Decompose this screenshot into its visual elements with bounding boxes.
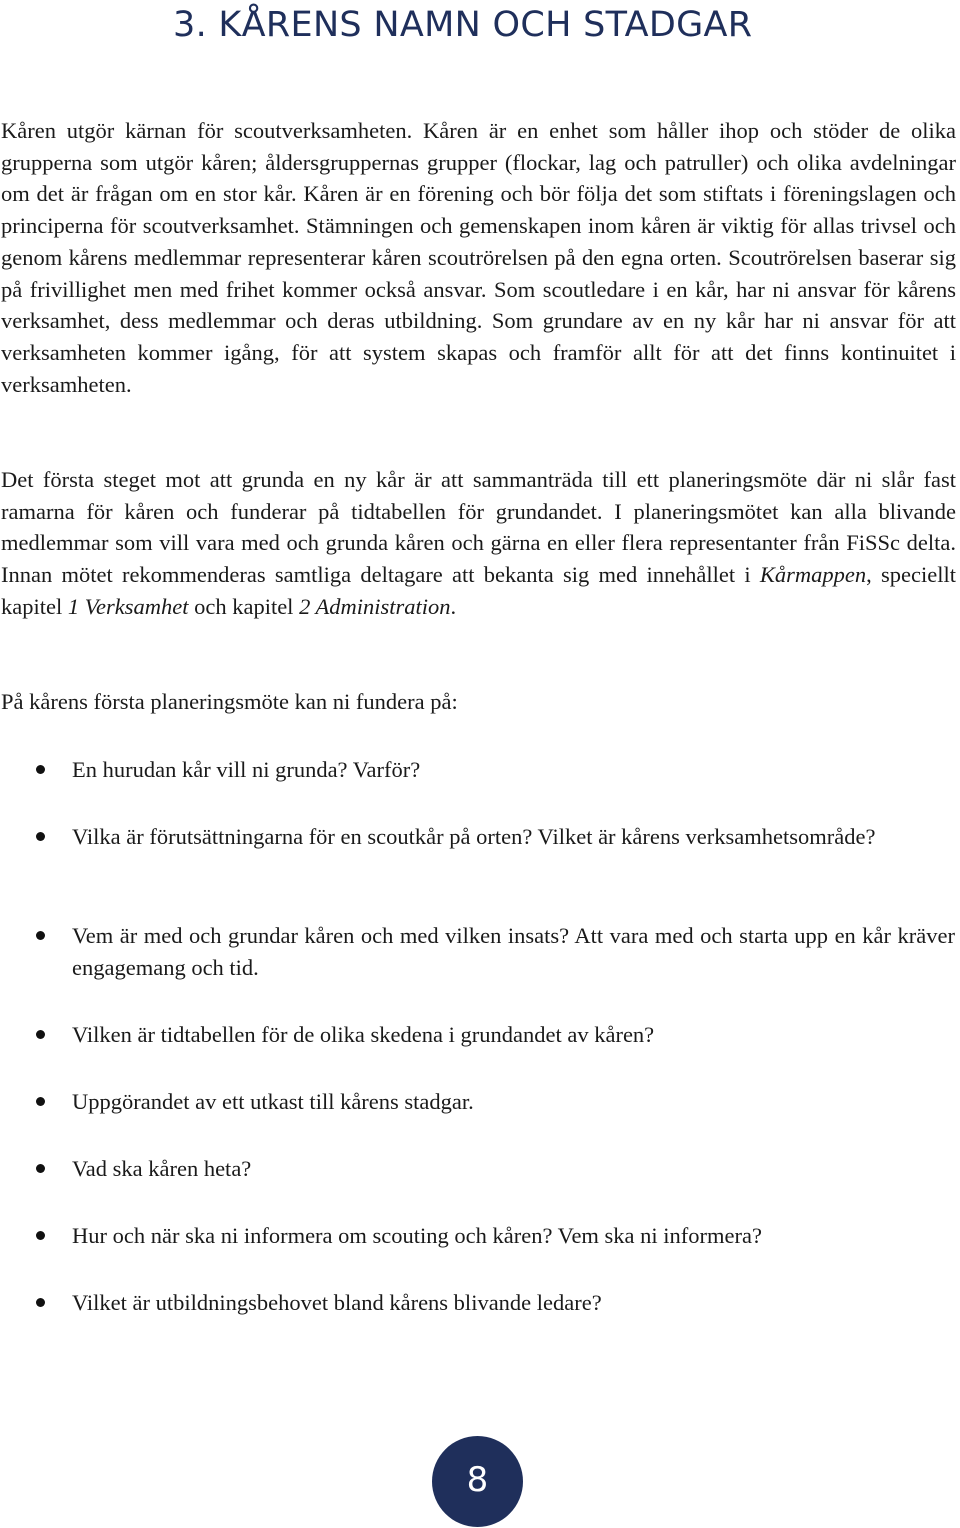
- paragraph-intro: Kåren utgör kärnan för scoutverksamheten. Kåren är en enhet som håller ihop och stöder de olika grupperna som utgör kåren; åldersgruppernas grupper (flockar, lag och patruller) och olika avdelningar om det är frågan om en stor kår. Kåren är en förening och bör följa det som stiftats i föreningslagen och principerna för scoutverksamhet. Stämningen och gemenskapen inom kåren är viktig för allas trivsel och genom kårens medlemmar representerar kåren scoutrörelsen på den egna orten. Scoutrörelsen baserar sig på frivillighet men med frihet kommer också ansvar. Som scoutledare i en kår, har ni ansvar för kårens verksamhet, dess medlemmar och deras utbildning. Som grundare av en ny kår har ni ansvar för att verksamheten kommer igång, för att system skapas och framför allt för att det finns kontinuitet i verksamheten.: [1, 118, 956, 397]
- bullet-icon: [36, 1097, 45, 1106]
- section-heading: 3. KÅRENS NAMN OCH STADGAR: [173, 5, 753, 45]
- bullet-icon: [36, 765, 45, 774]
- bullet-icon: [36, 931, 45, 940]
- reference-karmappen: Kårmappen: [759, 562, 867, 588]
- list-item-text: Vilka är förutsättningarna för en scoutkår på orten? Vilket är kårens verksamhetsområde?: [72, 824, 876, 849]
- list-item-text: Hur och när ska ni informera om scouting och kåren? Vem ska ni informera?: [72, 1223, 762, 1248]
- page-number-badge: [432, 1436, 523, 1527]
- list-item-text: Vad ska kåren heta?: [72, 1156, 252, 1181]
- bullet-icon: [36, 1231, 45, 1240]
- bullet-icon: [36, 1164, 45, 1173]
- bullet-icon: [36, 1030, 45, 1039]
- paragraph-first-step-text-d: .: [450, 593, 457, 619]
- reference-chapter-2: 2 Administration: [299, 593, 451, 619]
- page-number: 8: [466, 1459, 489, 1500]
- bullet-icon: [36, 1298, 45, 1307]
- list-item-text: Uppgörandet av ett utkast till kårens stadgar.: [72, 1089, 474, 1114]
- bullet-icon: [36, 832, 45, 841]
- paragraph-first-step-text-a: Det första steget mot att grunda en ny kår är att sammanträda till ett planeringsmöte där ni slår fast ramarna för kåren och funderar på tidtabellen för grundandet. I planeringsmötet kan alla blivande medlemmar som vill vara med och grunda kåren och gärna en eller flera representanter från FiSSc delta. Innan mötet rekommenderas samtliga deltagare att bekanta sig med innehållet i: [1, 467, 956, 588]
- paragraph-first-step: [1, 464, 956, 623]
- reference-chapter-1: 1 Verksamhet: [67, 593, 189, 619]
- paragraph-first-step-text-b: , speciellt kapitel: [1, 562, 956, 619]
- list-item-text: En hurudan kår vill ni grunda? Varför?: [72, 757, 421, 782]
- list-item-text: Vilket är utbildningsbehovet bland kårens blivande ledare?: [72, 1290, 602, 1315]
- paragraph-list-intro: På kårens första planeringsmöte kan ni fundera på:: [1, 689, 458, 714]
- list-item-text: Vilken är tidtabellen för de olika skedena i grundandet av kåren?: [72, 1022, 655, 1047]
- paragraph-first-step-text-c: och kapitel: [188, 593, 300, 619]
- list-item-text: Vem är med och grundar kåren och med vilken insats? Att vara med och starta upp en kår kräver engagemang och tid.: [72, 923, 955, 980]
